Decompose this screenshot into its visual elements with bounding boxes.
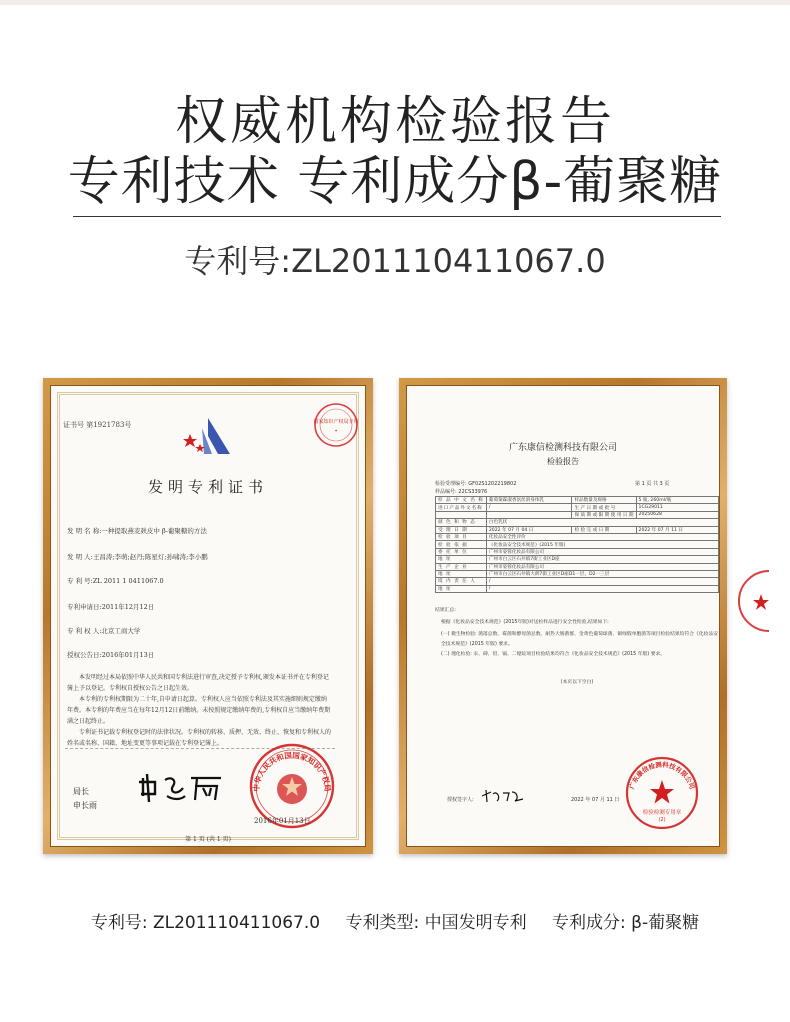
report-table-row [436, 526, 719, 533]
report-table [435, 496, 719, 593]
inspection-report-frame [399, 378, 727, 854]
svg-text:宋津鸣: 宋津鸣 [479, 788, 482, 789]
report-table-cell: 白色乳状 [486, 519, 718, 526]
certificate-title: 发明专利证书 [147, 478, 268, 496]
top-strip [0, 0, 790, 5]
certificate-number: 证书号 第1921783号 [63, 421, 132, 429]
report-table-cell [436, 511, 487, 518]
certificate-body: 本发明经过本局依照中华人民共和国专利法进行审查,决定授予专利权,颁发本证书并在专利登记簿上予以登记。专利权自授权公告之日起生效。 本专利的专利权期限为二十年,自申请日起算。专利权人应当依照专利法及其实施细则规定缴纳年费。本专利的年费应当在每年12月12日前缴纳。未按照规定缴纳年费的,专利权自应当缴纳年费期满之日起终止。 专利证书记载专利权登记时的法律状况。专利权的转移、质押、无效、终止、恢复和专利权人的姓名或名称、国籍、地址变更等事项记载在专利登记簿上。 [67, 674, 332, 747]
report-table-cell: 地 址 [436, 556, 487, 563]
report-table-cell: / [486, 504, 572, 511]
report-table-row [436, 497, 719, 504]
report-table-cell: 《化妆品安全技术规范》(2015 年版) [486, 541, 718, 548]
report-table-row [436, 533, 719, 540]
patent-office-logo-icon [178, 414, 238, 458]
patent-certificate-frame [43, 378, 373, 854]
report-table-cell [486, 511, 572, 518]
footer-patent-type: 专利类型: 中国发明专利 [345, 913, 527, 933]
patent-certificate [51, 386, 365, 846]
footer-patent-number: 专利号: ZL201110411067.0 [90, 913, 321, 933]
certificate-field: 授权公告日:2016年01月13日 [67, 651, 155, 659]
report-table-cell: 2022 年 07 月 04 日 [486, 526, 572, 533]
corner-seal-icon [313, 402, 359, 448]
report-table-cell: 广州市白云区石井镇7街工业区D座 [486, 556, 718, 563]
report-table-row [436, 578, 719, 585]
sign-date: 2022 年 07 月 11 日 [571, 797, 620, 803]
certificate-field: 发 明 人:王昌涛;李萌;赵丹;陈星灯;孙啸涛;李小鹏 [67, 553, 208, 561]
seal-text: 中华人民共和国国家知识产权局 [251, 750, 333, 792]
report-table-cell: 葡萄菊霖淑香氛丝滑身体乳 [486, 497, 572, 504]
report-table-cell: 20250628 [636, 511, 718, 518]
conclusion-line: (一) 微生物检验: 菌落总数、霉菌和酵母菌总数、耐热大肠菌群、金黄色葡萄球菌、铜绿假单胞菌等项目检验结果均符合《化妆品安全技术规范》(2015 年版) 要求。 [441, 632, 719, 647]
certificate-field: 发 明 名 称:一种提取燕麦麸皮中 β-葡聚糖的方法 [67, 527, 207, 535]
report-table-cell: 化妆品安全性评价 [486, 533, 718, 540]
report-table-cell: 颜 色 和 物 态 [436, 519, 487, 526]
report-table-cell: 2022 年 07 月 11 日 [636, 526, 718, 533]
report-table-cell: 生 产 企 业 [436, 563, 487, 570]
inspection-seal-text: 广东康信检测科技有限公司 [627, 760, 697, 791]
stamp-date: 2016年01月13日 [254, 817, 311, 825]
report-table-cell: 委 托 单 位 [436, 548, 487, 555]
report-company: 广东康信检测科技有限公司 [508, 443, 617, 453]
page-subtitle: 专利技术 专利成分β-葡聚糖 [67, 152, 723, 212]
report-table-cell: 受 理 日 期 [436, 526, 487, 533]
report-table-cell: 境 内 责 任 人 [436, 578, 487, 585]
conclusion-line: (二) 理化检验: 汞、砷、铅、镉、二噁烷项目检验结果均符合《化妆品安全技术规范》(2015 年版) 要求。 [441, 652, 666, 657]
inspection-seal-icon [623, 754, 701, 832]
director-name: 申长雨 [73, 801, 97, 810]
report-table-cell: 广州市白云区石井镇大朗7街工业区D座D1一层、D2一三层 [486, 570, 718, 577]
report-table-row [436, 563, 719, 570]
report-table-row [436, 548, 719, 555]
report-table-cell: 地 址 [436, 585, 487, 592]
page-title: 权威机构检验报告 [174, 92, 615, 152]
svg-text:✦: ✦ [334, 428, 338, 433]
conclusion-line: 根据《化妆品安全技术规范》(2015年版)对送检样品进行安全性检验,结果如下: [441, 620, 609, 625]
report-number: 检验受理编号: GF02S1202219802 [435, 481, 517, 487]
director-label: 局长 [73, 787, 89, 796]
inspection-report [407, 386, 719, 846]
signer-label: 授权签字人: [447, 797, 474, 803]
report-table-row [436, 556, 719, 563]
patent-number-heading: 专利号:ZL201110411067.0 [184, 242, 606, 280]
director-signature [137, 766, 227, 806]
report-table-cell: / [486, 585, 718, 592]
report-table-row [436, 511, 719, 518]
report-table-cell: 地 址 [436, 570, 487, 577]
report-table-row [436, 504, 719, 511]
report-table-cell: 保 质 期 或 限 期 使 用 日 期 [572, 511, 636, 518]
conclusion-heading: 结果汇总: [435, 608, 456, 613]
certificate-field: 专 利 号:ZL 2011 1 0411067.0 [67, 577, 164, 585]
report-title: 检验报告 [547, 457, 579, 466]
certificate-page-number: 第 1 页 (共 1 页) [185, 836, 231, 843]
corner-seal-text: 国家知识产权局专用 [313, 419, 359, 425]
report-table-row [436, 570, 719, 577]
report-table-cell: 广州市姿蓉化妆品有限公司 [486, 563, 718, 570]
report-table-cell: 样品数量及规格 [572, 497, 636, 504]
sample-number: 样品编号: 22CS33976 [435, 489, 488, 495]
report-table-cell: 检 验 依 据 [436, 541, 487, 548]
footer-info [0, 908, 790, 933]
report-table-cell: 检 验 项 目 [436, 533, 487, 540]
signer-signature [479, 788, 527, 804]
certificate-field: 专 利 权 人:北京工商大学 [67, 627, 141, 635]
inspection-seal-sub: 检验检测专用章 [642, 810, 682, 816]
report-table-cell: 广州市姿蓉化妆品有限公司 [486, 548, 718, 555]
report-table-row [436, 519, 719, 526]
report-table-cell: 检 验 完 成 日 期 [572, 526, 636, 533]
report-table-cell: 进口产品外文名称 [436, 504, 487, 511]
report-table-cell: / [486, 578, 718, 585]
report-table-cell: 1CG29011 [636, 504, 718, 511]
report-table-cell: 样 品 中 文 名 称 [436, 497, 487, 504]
report-table-row [436, 541, 719, 548]
report-table-row [436, 585, 719, 592]
inspection-seal-num: (2) [658, 817, 666, 823]
blank-page-note: (本页以下空白) [560, 680, 594, 685]
title-divider [73, 216, 721, 217]
report-page-info: 第 1 页 共 3 页 [635, 481, 670, 487]
footer-patent-component: 专利成分: β-葡聚糖 [552, 913, 700, 933]
certificate-field: 专利申请日:2011年12月12日 [67, 603, 155, 611]
side-seal-icon [735, 566, 769, 636]
report-table-cell: 5 瓶, 260ml/瓶 [636, 497, 718, 504]
report-table-cell: 生 产 日 期 或 批 号 [572, 504, 636, 511]
